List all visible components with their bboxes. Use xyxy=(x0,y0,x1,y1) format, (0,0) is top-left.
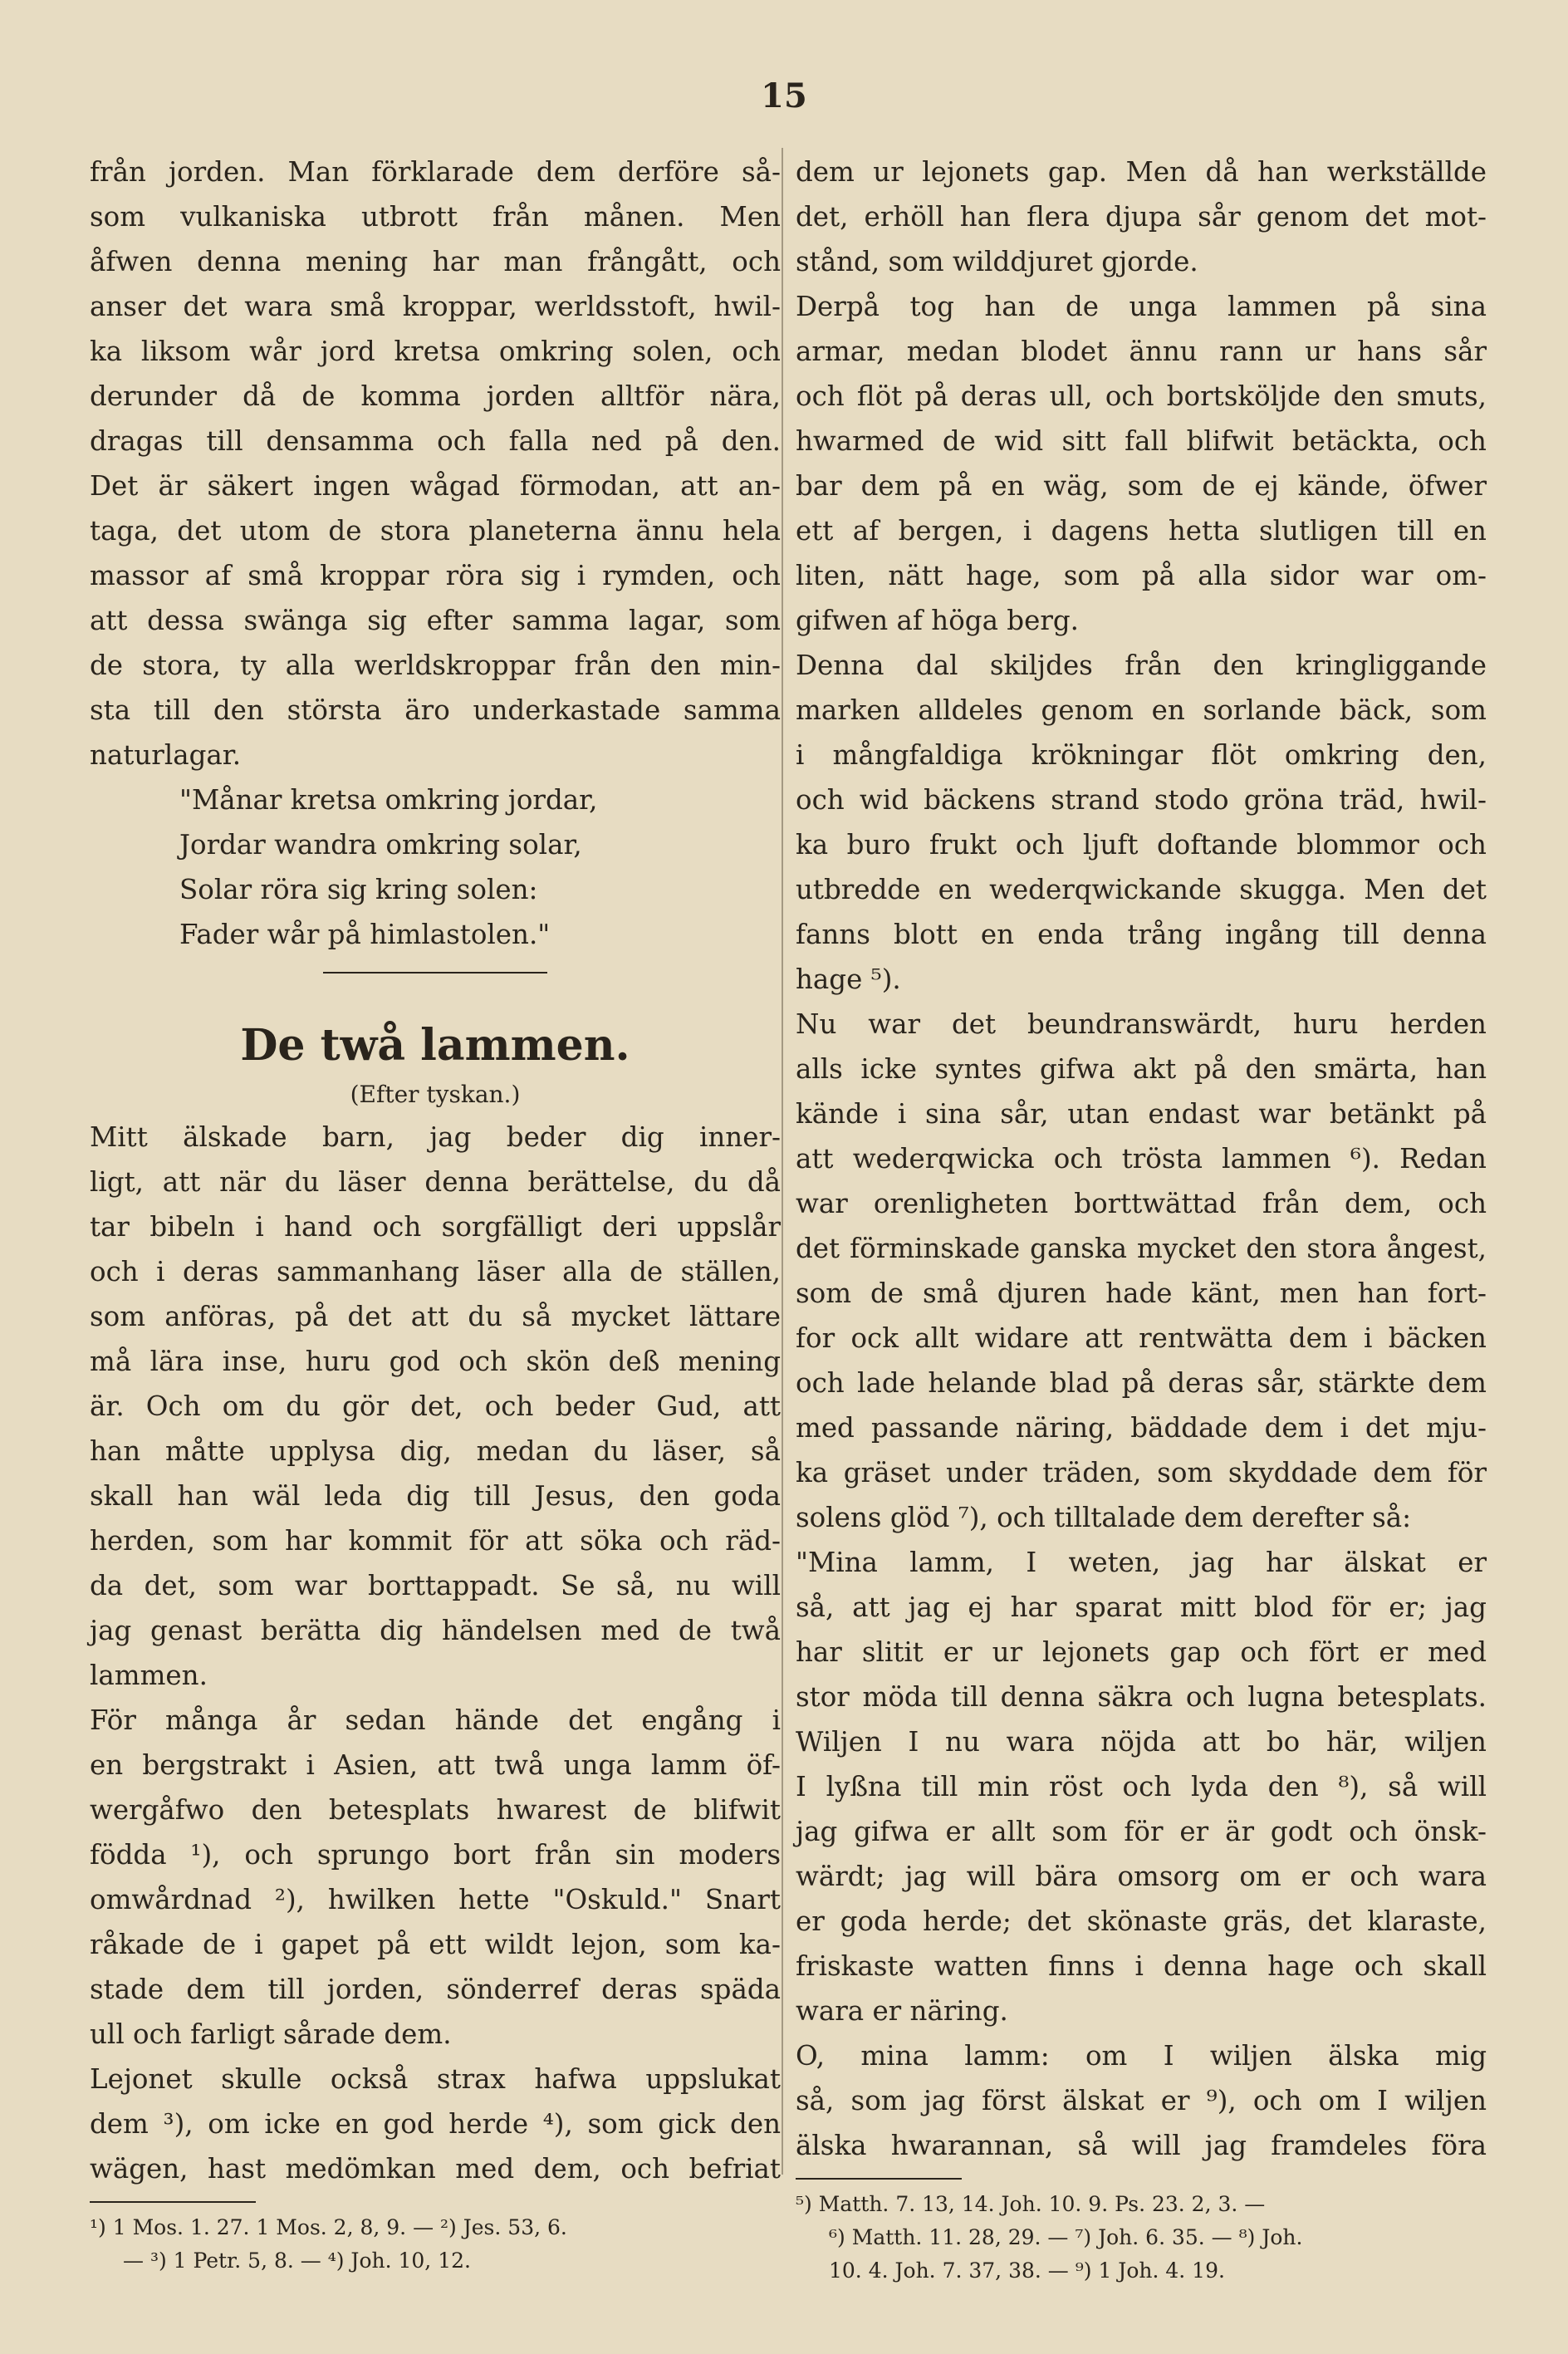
text-line: hage ⁵). xyxy=(796,964,901,995)
left-column xyxy=(90,150,781,2278)
text-line: älska hwarannan, så will jag framdeles föra xyxy=(796,2130,1487,2161)
text-line: de stora, ty alla werldskroppar från den min- xyxy=(90,650,781,681)
text-line: Det är säkert ingen wågad förmodan, att an- xyxy=(90,470,781,502)
text-line: liten, nätt hage, som på alla sidor war om- xyxy=(796,560,1487,591)
page-number: 15 xyxy=(761,76,807,115)
text-line: er goda herde; det skönaste gräs, det klaraste, xyxy=(796,1905,1487,1937)
footnote-line: — ³) 1 Petr. 5, 8. — ⁴) Joh. 10, 12. xyxy=(123,2249,471,2273)
text-line: utbredde en wederqwickande skugga. Men det xyxy=(796,874,1487,905)
footnote-line: ⁵) Matth. 7. 13, 14. Joh. 10. 9. Ps. 23. 2, 3. — xyxy=(796,2192,1266,2216)
text-line: dragas till densamma och falla ned på den. xyxy=(90,425,781,457)
text-line: armar, medan blodet ännu rann ur hans sår xyxy=(796,336,1487,367)
text-line: wärdt; jag will bära omsorg om er och wara xyxy=(796,1861,1487,1892)
text-line: kände i sina sår, utan endast war betänkt på xyxy=(796,1098,1487,1130)
text-line: det förminskade ganska mycket den stora ångest, xyxy=(796,1233,1487,1264)
text-line: att dessa swänga sig efter samma lagar, som xyxy=(90,605,781,636)
text-line: och flöt på deras ull, och bortsköljde den smuts, xyxy=(796,380,1487,412)
right-text-block xyxy=(796,150,1487,2168)
text-line: jag gifwa er allt som för er är godt och önsk- xyxy=(796,1816,1487,1847)
section-heading: De twå lammen. xyxy=(240,1020,630,1071)
text-line: lammen. xyxy=(90,1660,208,1691)
text-line: O, mina lamm: om I wiljen älska mig xyxy=(796,2040,1487,2072)
text-line: derunder då de komma jorden alltför nära, xyxy=(90,380,781,412)
verse-line: Jordar wandra omkring solar, xyxy=(179,829,582,861)
section-subheading: (Efter tyskan.) xyxy=(350,1081,521,1108)
verse-block xyxy=(90,777,781,957)
text-line: omwårdnad ²), hwilken hette "Oskuld." Snart xyxy=(90,1884,781,1915)
text-line: stånd, som wilddjuret gjorde. xyxy=(796,246,1198,277)
text-line: naturlagar. xyxy=(90,739,242,771)
text-line: han måtte upplysa dig, medan du läser, så xyxy=(90,1435,781,1467)
text-line: må lära inse, huru god och skön deß mening xyxy=(90,1346,781,1377)
text-line: gifwen af höga berg. xyxy=(796,605,1079,636)
text-line: har slitit er ur lejonets gap och fört er med xyxy=(796,1636,1487,1668)
text-line: skall han wäl leda dig till Jesus, den goda xyxy=(90,1480,781,1512)
text-line: som anföras, på det att du så mycket lättare xyxy=(90,1301,781,1332)
text-line: Nu war det beundranswärdt, huru herden xyxy=(796,1008,1487,1040)
footnote-line: ⁶) Matth. 11. 28, 29. — ⁷) Joh. 6. 35. — ⁸) Joh. xyxy=(829,2225,1303,2249)
text-line: wergåfwo den betesplats hwarest de blifwit xyxy=(90,1794,781,1826)
text-line: att wederqwicka och trösta lammen ⁶). Redan xyxy=(796,1143,1487,1175)
text-line: taga, det utom de stora planeterna ännu hela xyxy=(90,515,781,547)
footnote-rule xyxy=(796,2178,962,2180)
verse-line: Solar röra sig kring solen: xyxy=(179,874,538,905)
text-line: ull och farligt sårade dem. xyxy=(90,2018,452,2050)
text-line: Lejonet skulle också strax hafwa uppslukat xyxy=(90,2063,781,2095)
text-line: war orenligheten borttwättad från dem, och xyxy=(796,1188,1487,1219)
text-line: bar dem på en wäg, som de ej kände, öfwer xyxy=(796,470,1487,502)
text-line: friskaste watten finns i denna hage och skall xyxy=(796,1950,1487,1982)
text-line: wägen, hast medömkan med dem, och befriat xyxy=(90,2153,781,2185)
text-line: Denna dal skiljdes från den kringliggande xyxy=(796,650,1487,681)
text-line: I lyßna till min röst och lyda den ⁸), så will xyxy=(796,1771,1487,1802)
text-line: som de små djuren hade känt, men han fort- xyxy=(796,1278,1487,1309)
footnote-line: 10. 4. Joh. 7. 37, 38. — ⁹) 1 Joh. 4. 19. xyxy=(829,2258,1225,2283)
text-line: och wid bäckens strand stodo gröna träd, hwil- xyxy=(796,784,1487,816)
text-line: Derpå tog han de unga lammen på sina xyxy=(796,291,1487,322)
text-line: i mångfaldiga krökningar flöt omkring den, xyxy=(796,739,1487,771)
text-line: jag genast berätta dig händelsen med de twå xyxy=(90,1615,781,1646)
text-line: hwarmed de wid sitt fall blifwit betäckta, och xyxy=(796,425,1487,457)
section-rule xyxy=(323,972,547,973)
text-line: så, som jag först älskat er ⁹), och om I wiljen xyxy=(796,2085,1487,2116)
footnote-rule xyxy=(90,2201,256,2203)
footnote-line: ¹) 1 Mos. 1. 27. 1 Mos. 2, 8, 9. — ²) Jes. 53, 6. xyxy=(90,2215,567,2239)
text-line: anser det wara små kroppar, werldsstoft, hwil- xyxy=(90,291,781,322)
text-line: det, erhöll han flera djupa sår genom det mot- xyxy=(796,201,1487,233)
text-line: solens glöd ⁷), och tilltalade dem derefter så: xyxy=(796,1502,1412,1533)
text-line: och lade helande blad på deras sår, stärkte dem xyxy=(796,1367,1487,1399)
text-line: for ock allt widare att rentwätta dem i bäcken xyxy=(796,1322,1487,1354)
text-line: ka buro frukt och ljuft doftande blommor och xyxy=(796,829,1487,861)
text-line: da det, som war borttappadt. Se så, nu will xyxy=(90,1570,781,1601)
right-column xyxy=(796,150,1487,2288)
text-line: födda ¹), och sprungo bort från sin moders xyxy=(90,1839,781,1871)
text-line: "Mina lamm, I weten, jag har älskat er xyxy=(796,1547,1487,1578)
text-line: råkade de i gapet på ett wildt lejon, som ka- xyxy=(90,1929,781,1960)
text-line: åfwen denna mening har man frångått, och xyxy=(90,246,781,277)
text-line: ka liksom wår jord kretsa omkring solen, och xyxy=(90,336,781,367)
right-footnotes xyxy=(796,2188,1487,2288)
text-line: och i deras sammanhang läser alla de ställen, xyxy=(90,1256,781,1287)
text-line: en bergstrakt i Asien, att twå unga lamm öf- xyxy=(90,1749,781,1781)
left-footnotes xyxy=(90,2211,781,2278)
column-divider xyxy=(782,148,783,2175)
text-line: Wiljen I nu wara nöjda att bo här, wiljen xyxy=(796,1726,1487,1758)
text-line: herden, som har kommit för att söka och räd- xyxy=(90,1525,781,1557)
text-line: stor möda till denna säkra och lugna betesplats. xyxy=(796,1681,1487,1713)
text-line: sta till den största äro underkastade samma xyxy=(90,694,781,726)
text-line: stade dem till jorden, sönderref deras späda xyxy=(90,1974,781,2005)
text-line: fanns blott en enda trång ingång till denna xyxy=(796,919,1487,950)
text-line: ligt, att när du läser denna berättelse, du då xyxy=(90,1166,781,1198)
text-line: ka gräset under träden, som skyddade dem för xyxy=(796,1457,1487,1488)
text-line: från jorden. Man förklarade dem derföre så- xyxy=(90,156,781,188)
text-line: så, att jag ej har sparat mitt blod för er; jag xyxy=(796,1591,1487,1623)
text-line: alls icke syntes gifwa akt på den smärta, han xyxy=(796,1053,1487,1085)
text-line: med passande näring, bäddade dem i det mju- xyxy=(796,1412,1487,1444)
text-line: dem ur lejonets gap. Men då han werkställde xyxy=(796,156,1487,188)
text-line: dem ³), om icke en god herde ⁴), som gick den xyxy=(90,2108,781,2140)
text-line: För många år sedan hände det engång i xyxy=(90,1704,781,1736)
text-line: som vulkaniska utbrott från månen. Men xyxy=(90,201,781,233)
text-line: Mitt älskade barn, jag beder dig inner- xyxy=(90,1121,781,1153)
left-text-block-2 xyxy=(90,1115,781,2191)
text-line: marken alldeles genom en sorlande bäck, som xyxy=(796,694,1487,726)
text-line: ett af bergen, i dagens hetta slutligen till en xyxy=(796,515,1487,547)
left-text-block-1 xyxy=(90,150,781,777)
verse-line: "Månar kretsa omkring jordar, xyxy=(179,784,598,816)
text-line: wara er näring. xyxy=(796,1995,1008,2027)
text-line: är. Och om du gör det, och beder Gud, att xyxy=(90,1390,781,1422)
verse-line: Fader wår på himlastolen." xyxy=(179,919,551,950)
text-line: tar bibeln i hand och sorgfälligt deri uppslår xyxy=(90,1211,781,1243)
text-line: massor af små kroppar röra sig i rymden, och xyxy=(90,560,781,591)
